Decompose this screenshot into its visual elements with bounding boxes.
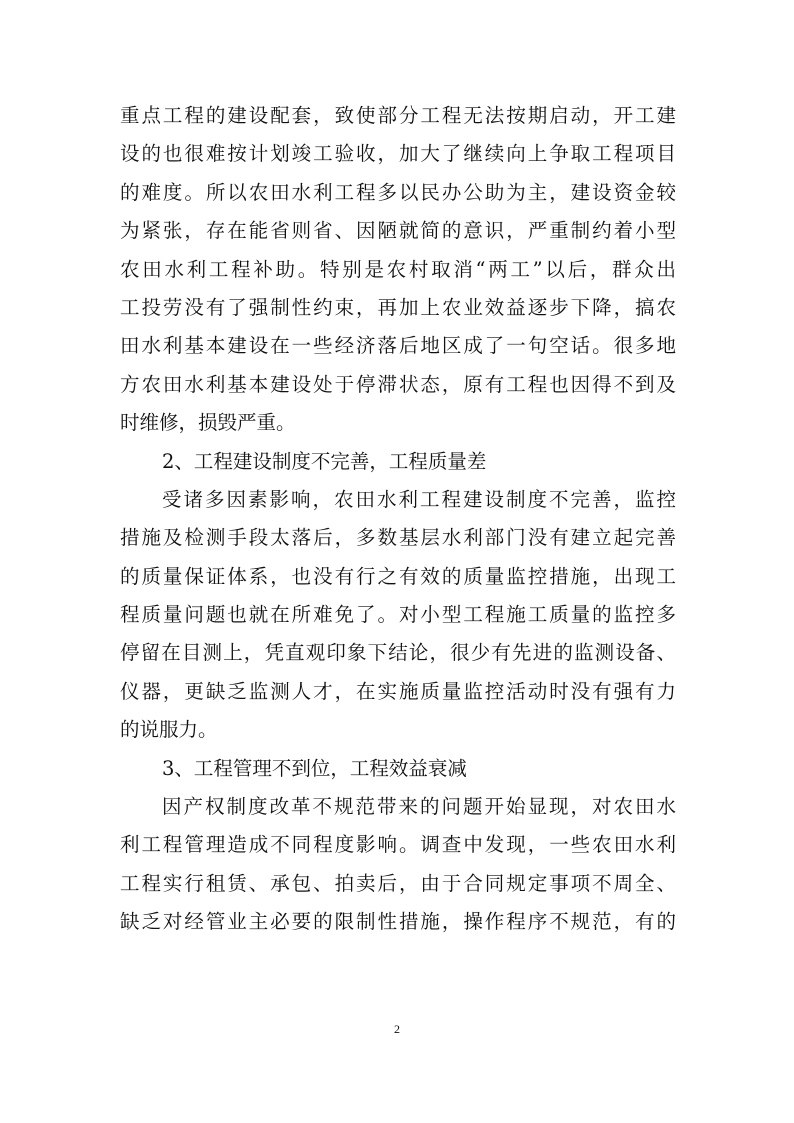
text-line: 因产权制度改革不规范带来的问题开始显现，对农田水	[162, 795, 676, 819]
text-line: 的难度。所以农田水利工程多以民办公助为主，建设资金较	[120, 180, 676, 204]
text-line: 的说服力。	[120, 718, 218, 742]
text-line: 缺乏对经管业主必要的限制性措施，操作程序不规范，有的	[120, 910, 676, 934]
text-line: 受诸多因素影响，农田水利工程建设制度不完善，监控	[162, 487, 676, 511]
text-line: 措施及检测手段太落后，多数基层水利部门没有建立起完善	[120, 526, 676, 550]
section-heading: 3、工程管理不到位，工程效益衰减	[162, 756, 467, 780]
text-line: 仪器，更缺乏监测人才，在实施质量监控活动时没有强有力	[120, 679, 676, 703]
text-line: 程质量问题也就在所难免了。对小型工程施工质量的监控多	[120, 603, 676, 627]
text-line: 工程实行租赁、承包、拍卖后，由于合同规定事项不周全、	[120, 871, 676, 895]
text-line: 重点工程的建设配套，致使部分工程无法按期启动，开工建	[120, 104, 676, 127]
text-line: 田水利基本建设在一些经济落后地区成了一句空话。很多地	[120, 334, 676, 358]
text-line: 停留在目测上，凭直观印象下结论，很少有先进的监测设备、	[120, 641, 676, 665]
text-line: 方农田水利基本建设处于停滞状态，原有工程也因得不到及	[120, 372, 676, 396]
text-line: 为紧张，存在能省则省、因陋就简的意识，严重制约着小型	[120, 219, 676, 243]
text-line: 时维修，损毁严重。	[120, 411, 296, 435]
body-text	[120, 97, 676, 942]
section-heading: 2、工程建设制度不完善，工程质量差	[162, 449, 487, 473]
text-line: 农田水利工程补助。特别是农村取消“两工”以后，群众出	[120, 257, 676, 281]
page-number: 2	[394, 1022, 400, 1036]
text-line: 设的也很难按计划竣工验收，加大了继续向上争取工程项目	[120, 142, 676, 166]
text-line: 工投劳没有了强制性约束，再加上农业效益逐步下降，搞农	[120, 295, 676, 319]
text-line: 利工程管理造成不同程度影响。调查中发现，一些农田水利	[120, 833, 676, 857]
text-line: 的质量保证体系，也没有行之有效的质量监控措施，出现工	[120, 564, 676, 588]
